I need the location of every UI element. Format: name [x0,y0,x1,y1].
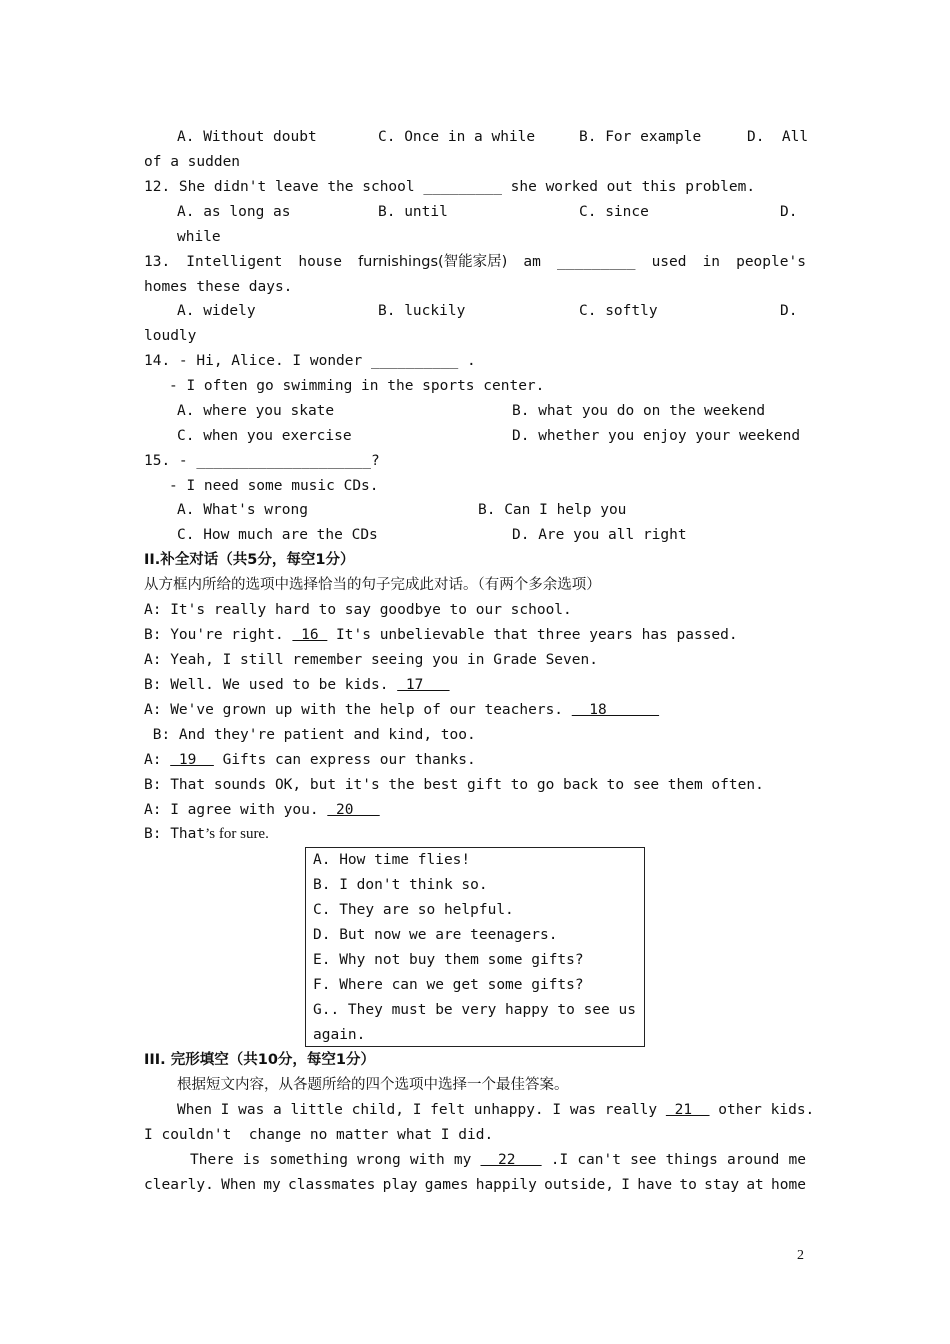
page-number: 2 [797,1248,804,1263]
q13-option-d-cont: loudly [144,328,197,344]
dialogue-text: A: [144,752,171,768]
q15-reply: - I need some music CDs. [169,478,379,494]
option-b: B. I don't think so. [313,877,488,893]
q14-option-c: C. when you exercise [177,428,352,444]
section3-heading: III. 完形填空（共10分，每空1分） [144,1052,376,1068]
word: to [679,1177,697,1193]
option-e: E. Why not buy them some gifts? [313,952,584,968]
word: see [630,1152,657,1168]
section2-heading: II.补全对话（共5分，每空1分） [144,552,355,568]
dialogue-text: It's unbelievable that three years has passed. [327,627,738,643]
dialogue-line-10 [144,824,269,844]
word: used [651,254,687,270]
q15-option-d: D. Are you all right [512,527,687,543]
word: things [665,1152,718,1168]
word: must [391,1002,427,1018]
option-c: C. They are so helpful. [313,902,514,918]
q13-stem [144,252,806,272]
q11-option-d: D. All [747,129,809,145]
passage-text: other kids. [709,1102,815,1118]
section3-instruction: 根据短文内容，从各题所给的四个选项中选择一个最佳答案。 [177,1077,569,1093]
option-f: F. Where can we get some gifts? [313,977,584,993]
word: around [726,1152,780,1168]
word: Intelligent [186,254,283,270]
word: They [347,1002,383,1018]
q11-option-d-cont: of a sudden [144,154,241,170]
word: games [424,1177,469,1193]
dialogue-line-4 [144,675,450,695]
q13-option-b: B. luckily [378,303,466,319]
word: at [746,1177,764,1193]
word: outside, [544,1177,614,1193]
word: people's [736,254,806,270]
dialogue-text: B: That [144,826,206,842]
word: us [618,1002,636,1018]
dialogue-text: B: Well. We used to be kids. [144,677,398,693]
dialogue-text: A: We've grown up with the help of our teachers. [144,702,572,718]
dialogue-line-8: B: That sounds OK, but it's the best gift to go back to see them often. [144,777,764,793]
dialogue-line-5 [144,700,659,720]
word: happily [475,1177,537,1193]
passage-line-4 [144,1175,806,1195]
word: me [788,1152,806,1168]
word: I [621,1177,630,1193]
option-g-cont: again. [313,1027,366,1043]
option-d: D. But now we are teenagers. [313,927,558,943]
q13-stem-cont: homes these days. [144,279,293,295]
word: .I [550,1152,569,1168]
q14-option-a: A. where you skate [177,403,335,419]
word: my [263,1177,281,1193]
q15-stem: 15. - ____________________? [144,453,380,469]
word: happy [505,1002,549,1018]
dialogue-text: B: You're right. [144,627,293,643]
q14-reply: - I often go swimming in the sports center. [169,378,545,394]
word: be [435,1002,453,1018]
q12-option-b: B. until [378,204,448,220]
passage-text: When I was a little child, I felt unhappy. I was really [177,1102,666,1118]
word: home [771,1177,806,1193]
dialogue-line-9 [144,800,380,820]
word: classmates [288,1177,376,1193]
q12-option-d-cont: while [177,229,221,245]
q11-option-a: A. Without doubt [177,129,317,145]
dialogue-line-1: A: It's really hard to say goodbye to our school. [144,602,572,618]
word: something [269,1152,348,1168]
dialogue-text: Gifts can express our thanks. [213,752,476,768]
q14-option-d: D. whether you enjoy your weekend [512,428,801,444]
q15-option-a: A. What's wrong [177,502,308,518]
dialogue-text: A: I agree with you. [144,802,328,818]
blank-16: 16 [292,627,328,643]
q12-option-c: C. since [579,204,649,220]
word: my [453,1152,472,1168]
dialogue-line-2 [144,625,738,645]
word: am [523,254,541,270]
passage-line-2: I couldn't change no matter what I did. [144,1127,494,1143]
option-a: A. How time flies! [313,852,471,868]
section2-instruction: 从方框内所给的选项中选择恰当的句子完成此对话。（有两个多余选项） [144,577,601,593]
word: furnishings(智能家居) [358,254,508,270]
q13-option-a: A. widely [177,303,256,319]
q12-stem: 12. She didn't leave the school _________ she worked out this problem. [144,179,756,195]
blank-22: 22 [480,1152,542,1168]
answer-blank: _________ [556,254,636,270]
word: in [702,254,721,270]
word: 13. [144,254,171,270]
passage-line-3 [190,1150,806,1170]
word: There [190,1152,234,1168]
q12-option-d: D. [780,204,798,220]
word: clearly. [144,1177,214,1193]
word: wrong [357,1152,401,1168]
q11-option-b: B. For example [579,129,702,145]
q13-option-d: D. [780,303,798,319]
blank-19: 19 [170,752,214,768]
word: When [221,1177,257,1193]
word: with [409,1152,445,1168]
word: have [637,1177,673,1193]
passage-line-1 [177,1100,814,1120]
blank-20: 20 [327,802,380,818]
blank-18: 18 [571,702,660,718]
q14-option-b: B. what you do on the weekend [512,403,766,419]
q15-option-c: C. How much are the CDs [177,527,378,543]
dialogue-line-7 [144,750,476,770]
word: is [242,1152,261,1168]
blank-17: 17 [397,677,450,693]
option-g [313,1000,636,1020]
word: play [382,1177,418,1193]
word: very [461,1002,497,1018]
q11-option-c: C. Once in a while [378,129,536,145]
dialogue-text: ’s for sure. [205,826,269,842]
q14-stem: 14. - Hi, Alice. I wonder __________ . [144,353,476,369]
word: stay [704,1177,740,1193]
q13-option-c: C. softly [579,303,658,319]
blank-21: 21 [665,1102,710,1118]
dialogue-line-6: B: And they're patient and kind, too. [144,727,476,743]
q12-option-a: A. as long as [177,204,291,220]
q15-option-b: B. Can I help you [478,502,627,518]
word: to [557,1002,575,1018]
word: can't [577,1152,621,1168]
word: house [298,254,343,270]
word: see [583,1002,610,1018]
dialogue-line-3: A: Yeah, I still remember seeing you in Grade Seven. [144,652,598,668]
word: G.. [313,1002,340,1018]
